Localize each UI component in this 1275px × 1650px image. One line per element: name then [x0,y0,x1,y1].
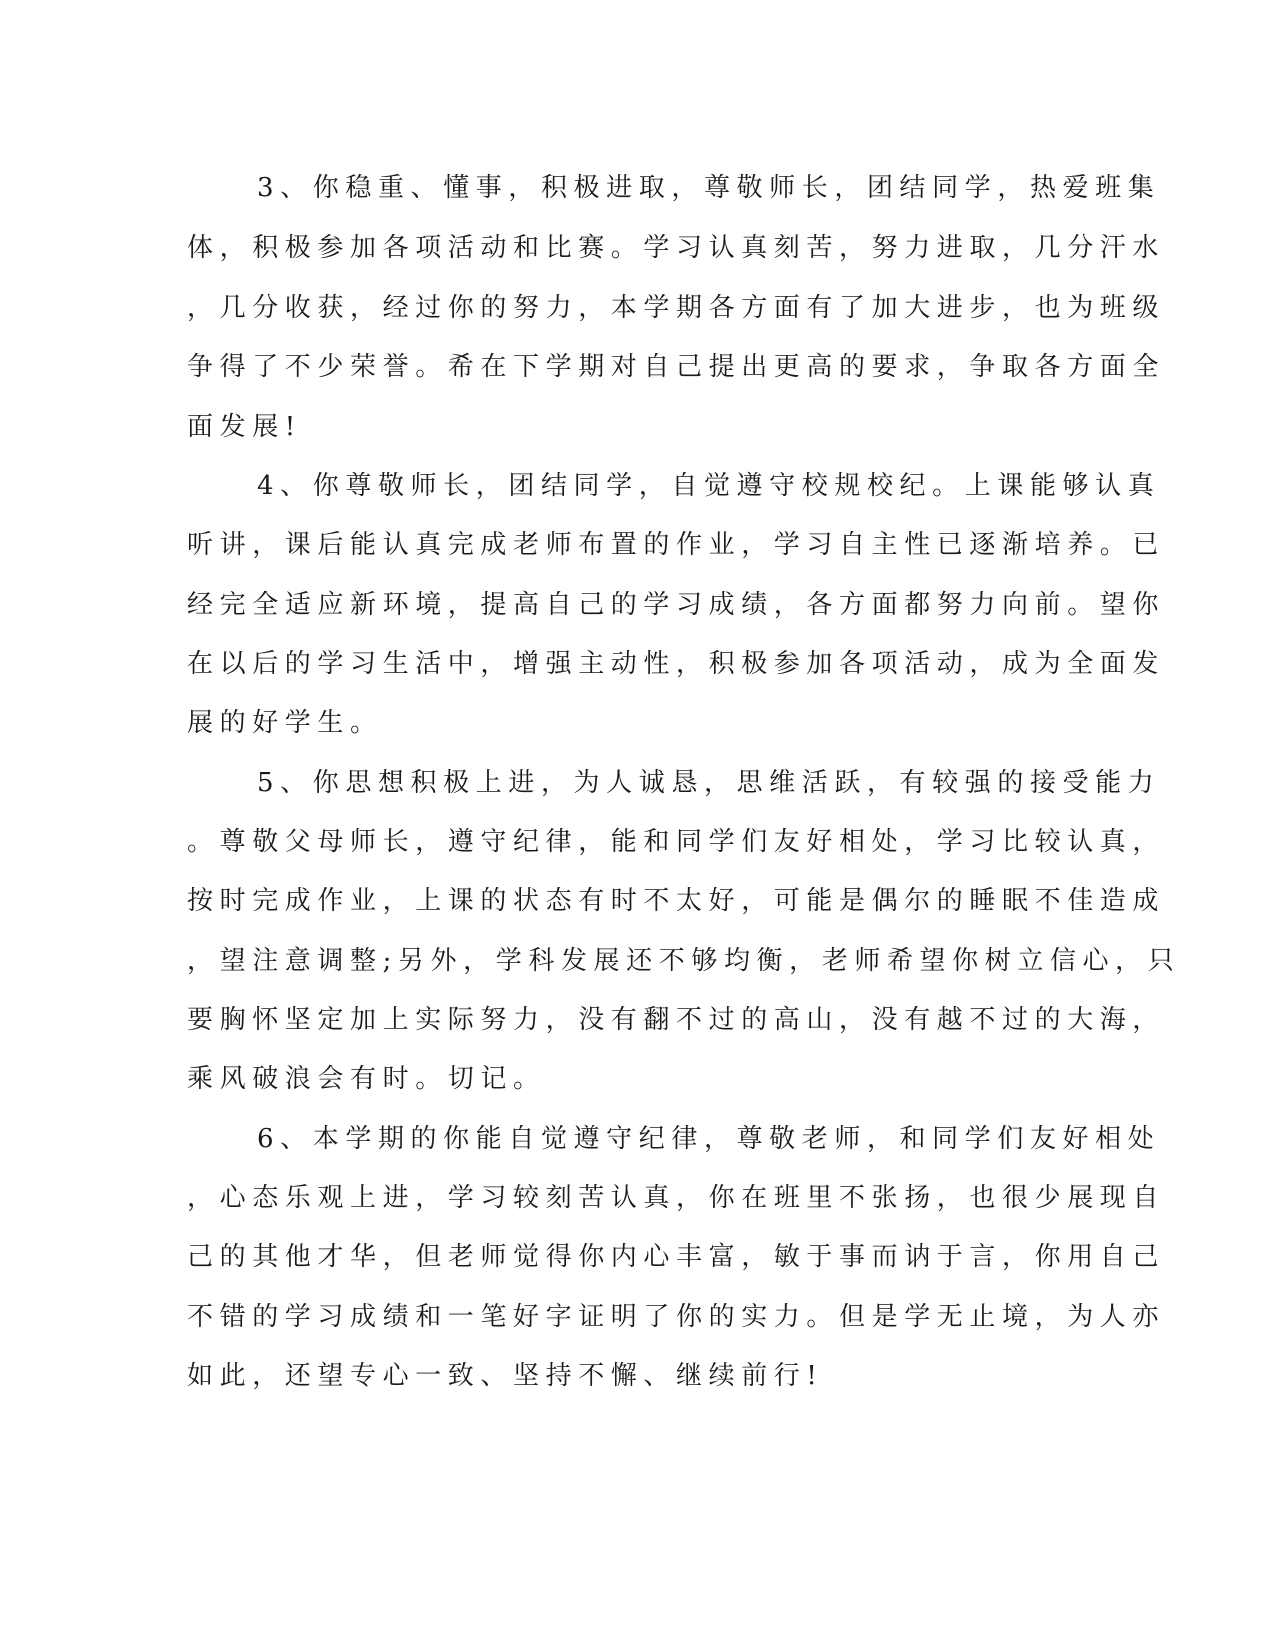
paragraph-line: 争得了不少荣誉。希在下学期对自己提出更高的要求，争取各方面全 [187,352,1166,382]
paragraph-line: 展的好学生。 [187,708,383,738]
paragraph-line: 5、你思想积极上进，为人诚恳，思维活跃，有较强的接受能力 [257,768,1161,798]
paragraph-line: 3、你稳重、懂事，积极进取，尊敬师长，团结同学，热爱班集 [257,173,1161,203]
paragraph-line: 乘风破浪会有时。切记。 [187,1064,546,1094]
paragraph-line: 听讲，课后能认真完成老师布置的作业，学习自主性已逐渐培养。已 [187,530,1166,560]
paragraph-line: 面发展! [187,412,302,442]
paragraph-line: 体，积极参加各项活动和比赛。学习认真刻苦，努力进取，几分汗水 [187,233,1166,263]
paragraph-line: 己的其他才华，但老师觉得你内心丰富，敏于事而讷于言，你用自己 [187,1242,1166,1272]
paragraph-line: 按时完成作业，上课的状态有时不太好，可能是偶尔的睡眠不佳造成 [187,886,1166,916]
paragraph-line: ，望注意调整;另外，学科发展还不够均衡，老师希望你树立信心，只 [187,946,1181,976]
paragraph-line: 4、你尊敬师长，团结同学，自觉遵守校规校纪。上课能够认真 [257,471,1161,501]
paragraph-line: 要胸怀坚定加上实际努力，没有翻不过的高山，没有越不过的大海， [187,1005,1166,1035]
paragraph-line: 不错的学习成绩和一笔好字证明了你的实力。但是学无止境，为人亦 [187,1302,1166,1332]
paragraph-line: ，几分收获，经过你的努力，本学期各方面有了加大进步，也为班级 [187,293,1166,323]
paragraph-line: 。尊敬父母师长，遵守纪律，能和同学们友好相处，学习比较认真， [187,827,1166,857]
paragraph-line: 经完全适应新环境，提高自己的学习成绩，各方面都努力向前。望你 [187,590,1166,620]
paragraph-line: 6、本学期的你能自觉遵守纪律，尊敬老师，和同学们友好相处 [257,1124,1161,1154]
paragraph-line: 在以后的学习生活中，增强主动性，积极参加各项活动，成为全面发 [187,649,1166,679]
paragraph-line: 如此，还望专心一致、坚持不懈、继续前行! [187,1361,824,1391]
paragraph-line: ，心态乐观上进，学习较刻苦认真，你在班里不张扬，也很少展现自 [187,1183,1166,1213]
